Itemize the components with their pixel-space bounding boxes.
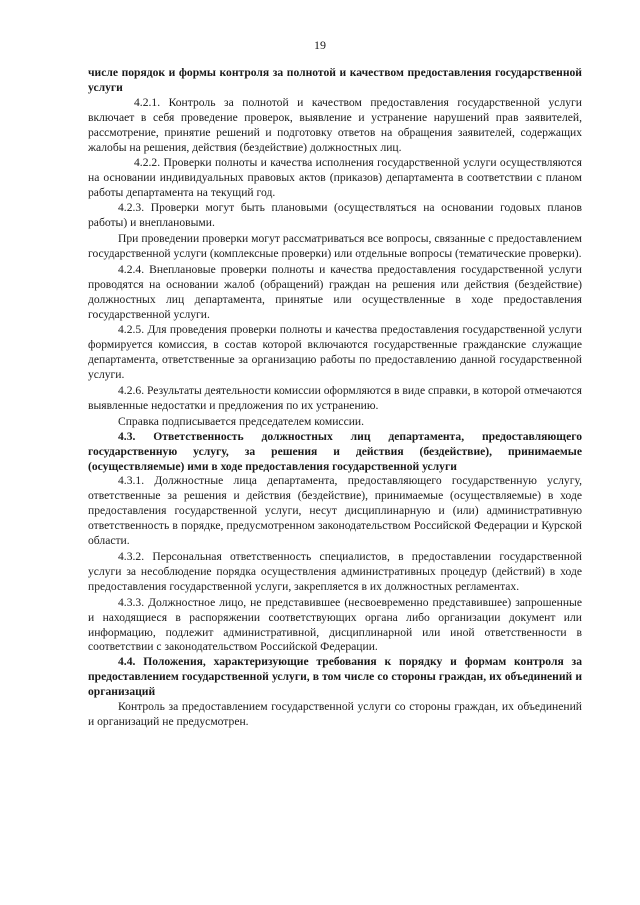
- paragraph-4-3-3: 4.3.3. Должностное лицо, не представившее (несвоевременно представившее) запрошенные и находящиеся в распоряжении соответствующих органа либо организации документ или информацию, подлежит административной, дисциплинарной или иной ответственности в соответствии с законодательством Российской Федерации.: [88, 595, 582, 654]
- paragraph-4-2-3: 4.2.3. Проверки могут быть плановыми (осуществляться на основании годовых планов работы) и внеплановыми.: [88, 201, 582, 230]
- paragraph-4-2-1: 4.2.1. Контроль за полнотой и качеством предоставления государственной услуги включает в себя проведение проверок, выявление и устранение нарушений прав заявителей, рассмотрение, принятие решений и подготовку ответов на обращения заявителей, содержащих жалобы на решения, действия (бездействие) должностных лиц.: [88, 95, 582, 154]
- paragraph-4-3-1: 4.3.1. Должностные лица департамента, предоставляющего государственную услугу, ответственные за решения и действия (бездействие), принимаемые (осуществляемые) в ходе предоставления государственной услуги, несут дисциплинарную и (или) административную ответственность в порядке, предусмотренном законодательством Российской Федерации и Курской области.: [88, 474, 582, 548]
- paragraph-certificate-signed: Справка подписывается председателем комиссии.: [118, 414, 365, 428]
- section-heading-continued: числе порядок и формы контроля за полнотой и качеством предоставления государственной услуги: [88, 66, 582, 94]
- document-body: [88, 66, 582, 730]
- section-heading-4-4: 4.4. Положения, характеризующие требования к порядку и формам контроля за предоставлением государственной услуги, в том числе со стороны граждан, их объединений и организаций: [88, 655, 582, 699]
- section-heading-4-3: 4.3. Ответственность должностных лиц департамента, предоставляющего государственную услугу, за решения и действия (бездействие), принимаемые (осуществляемые) ими в ходе предоставления государственной услуги: [88, 429, 582, 473]
- paragraph-4-2-2: 4.2.2. Проверки полноты и качества исполнения государственной услуги осуществляются на основании индивидуальных правовых актов (приказов) департамента в соответствии с планом работы департамента на текущий год.: [88, 156, 582, 200]
- paragraph-4-2-6: 4.2.6. Результаты деятельности комиссии оформляются в виде справки, в которой отмечаются выявленные недостатки и предложения по их устранению.: [88, 384, 582, 412]
- paragraph-control-citizens: Контроль за предоставлением государственной услуги со стороны граждан, их объединений и организаций не предусмотрен.: [88, 700, 582, 728]
- paragraph-4-2-4: 4.2.4. Внеплановые проверки полноты и качества предоставления государственной услуги проводятся на основании жалоб (обращений) граждан на решения или действия (бездействие) должностных лиц департамента, принятые или осуществленные в ходе предоставления государственной услуги.: [88, 262, 582, 321]
- paragraph-4-3-2: 4.3.2. Персональная ответственность специалистов, в предоставлении государственной услуги за несоблюдение порядка осуществления административных процедур (действий) в ходе предоставления государственной услуги, закрепляется в их должностных регламентах.: [88, 550, 582, 593]
- paragraph-4-2-5: 4.2.5. Для проведения проверки полноты и качества предоставления государственной услуги формируется комиссия, в состав которой включаются государственные гражданские служащие департамента, ответственные за организацию работы по предоставлению данной государственной услуги.: [88, 323, 582, 382]
- page-number: 19: [314, 38, 326, 52]
- paragraph-inspection-questions: При проведении проверки могут рассматриваться все вопросы, связанные с предоставлением государственной услуги (комплексные проверки) или отдельные вопросы (тематические проверки).: [88, 231, 582, 260]
